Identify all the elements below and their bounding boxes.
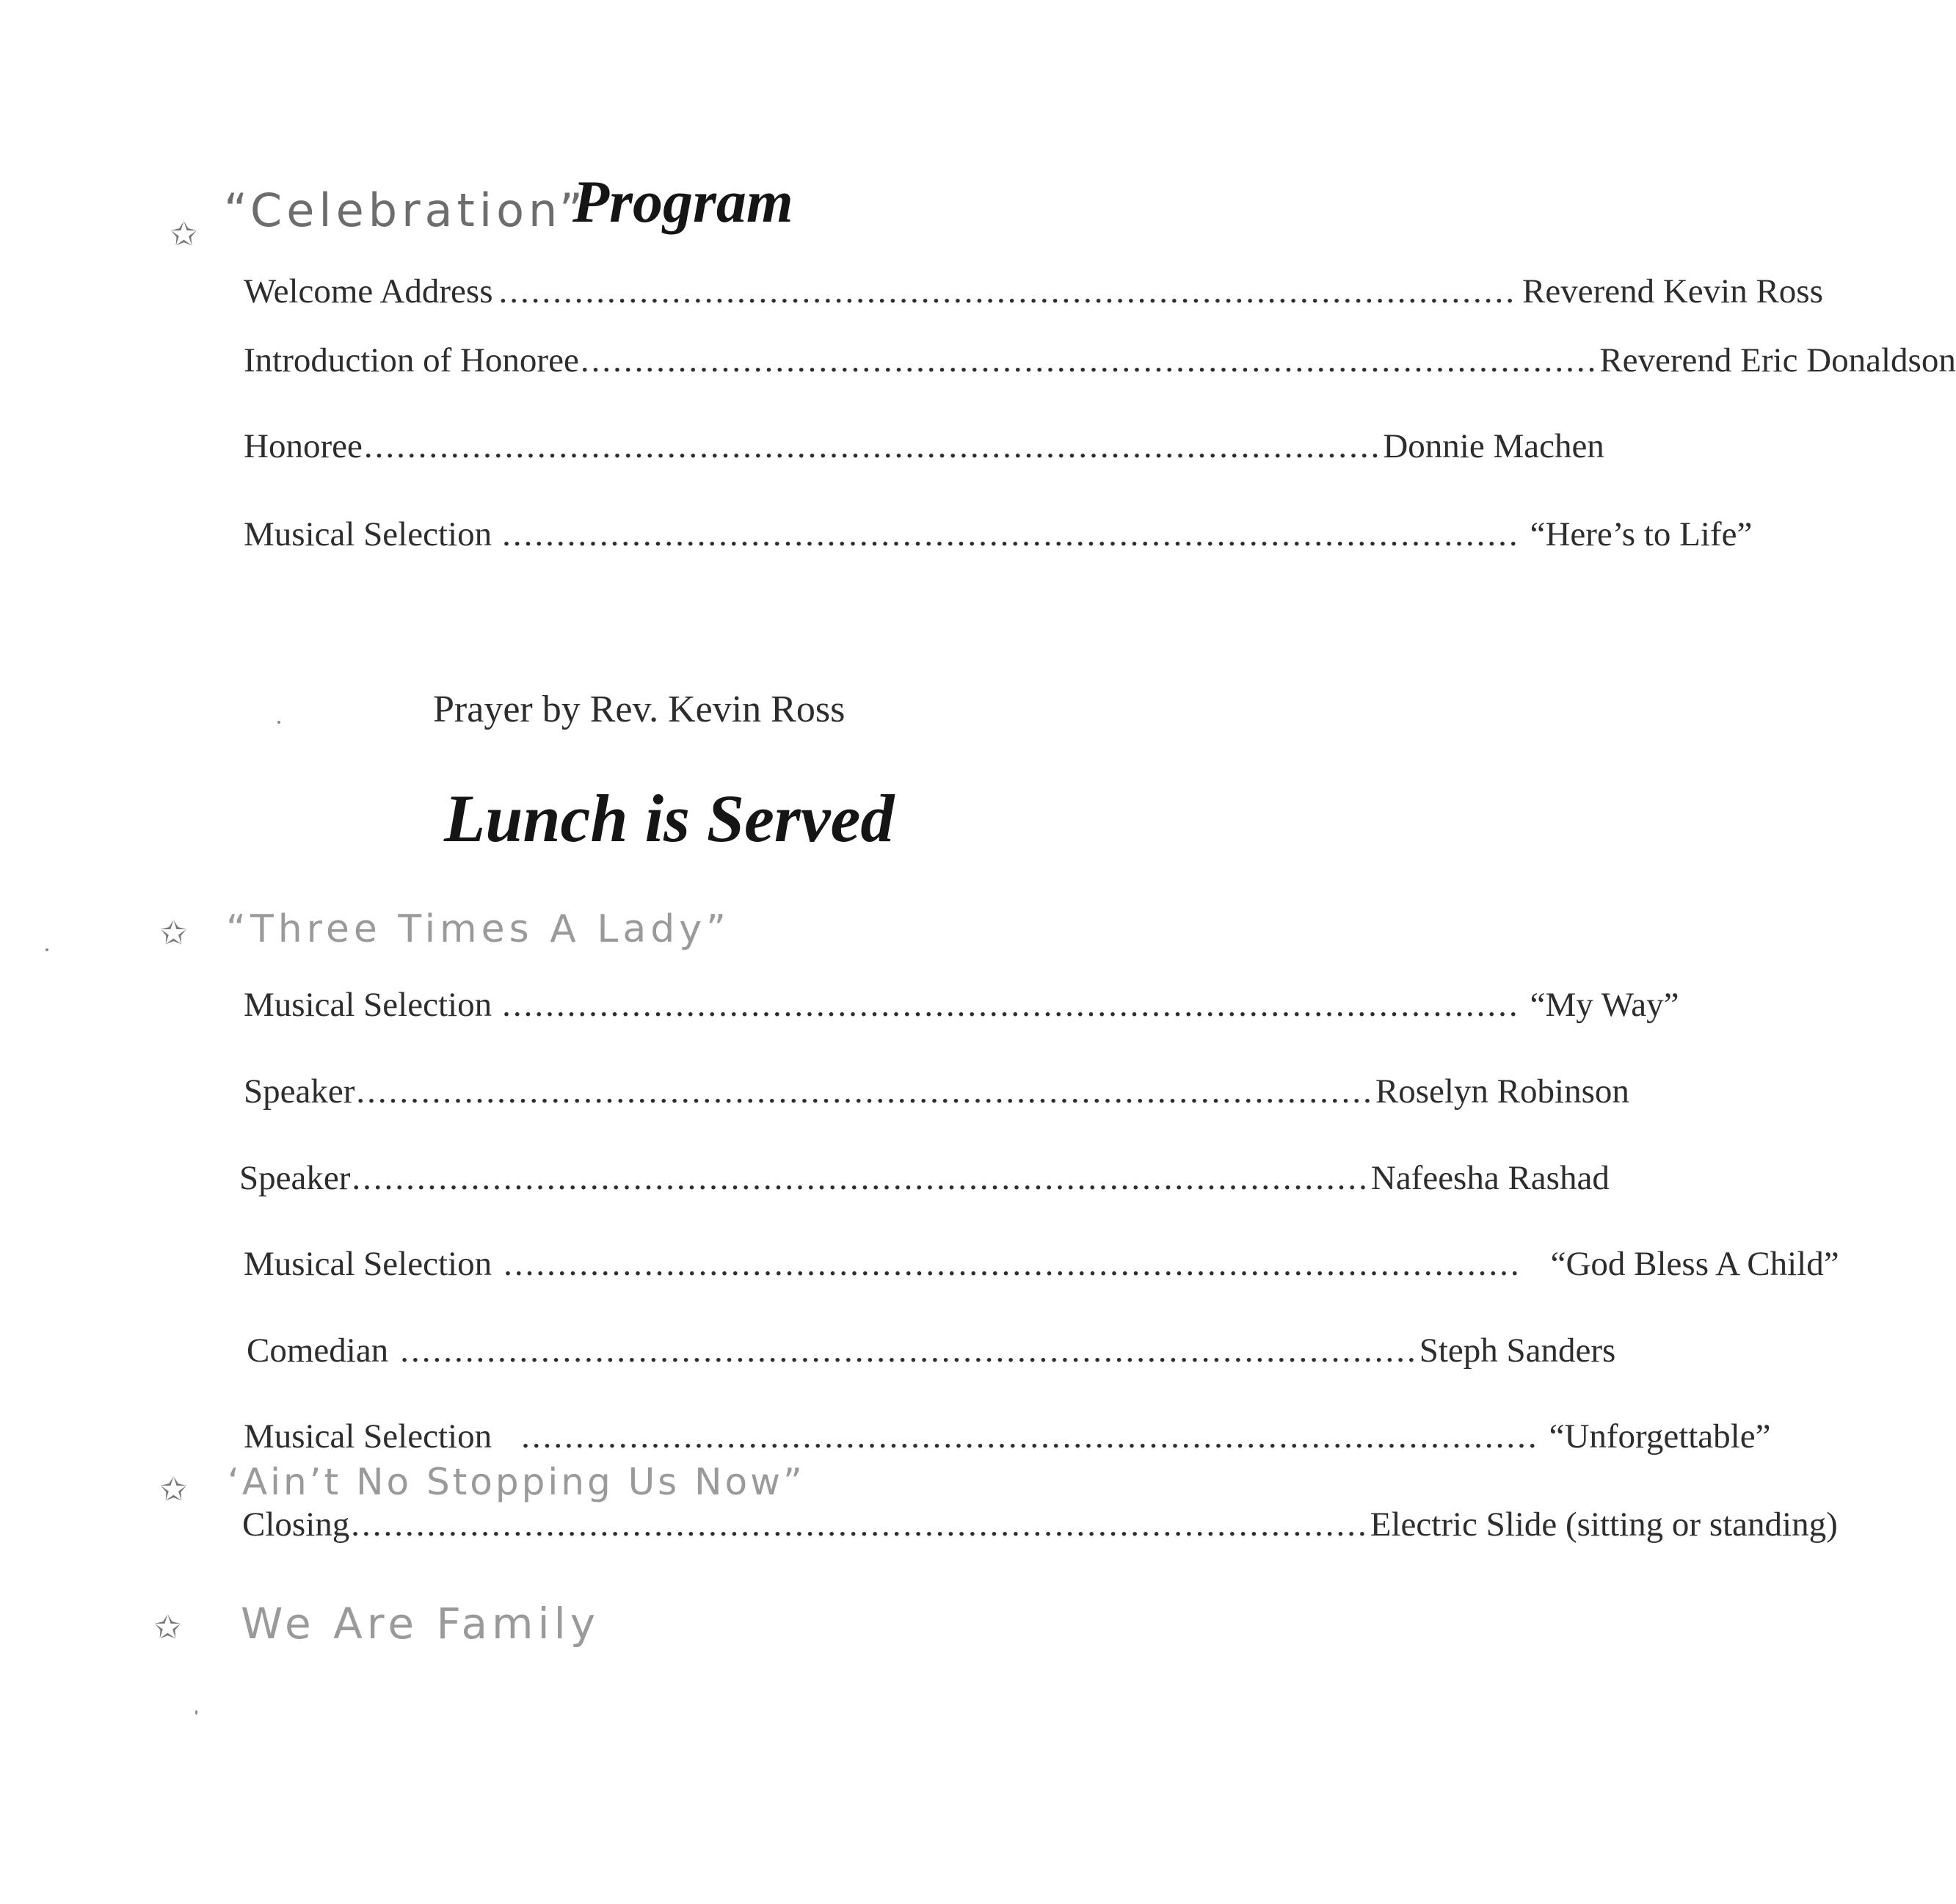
row-value: Donnie Machen <box>1383 427 1604 465</box>
scan-speck <box>277 721 280 724</box>
dot-leader: .............................................................................................. <box>351 1505 1369 1544</box>
star-icon: ✩ <box>160 1471 187 1508</box>
row-label: Musical Selection <box>244 986 492 1024</box>
program-row-musical-selection <box>244 515 1753 554</box>
program-row-introduction <box>244 341 1956 380</box>
dot-leader: .............................................................................................. <box>521 1417 1539 1456</box>
scan-speck <box>46 948 48 951</box>
row-value: Reverend Kevin Ross <box>1522 272 1823 310</box>
row-value: Steph Sanders <box>1419 1331 1616 1370</box>
lunch-row-comedian <box>247 1331 1616 1370</box>
lunch-row-speaker-robinson <box>244 1072 1629 1111</box>
star-icon: ✩ <box>154 1609 181 1646</box>
program-row-welcome <box>244 272 1823 311</box>
row-value: “Unforgettable” <box>1549 1417 1771 1456</box>
prayer-line: Prayer by Rev. Kevin Ross <box>433 688 846 730</box>
row-label: Introduction of Honoree <box>244 341 579 379</box>
row-value: “Here’s to Life” <box>1530 515 1753 553</box>
row-value: Reverend Eric Donaldson <box>1599 341 1956 379</box>
lunch-row-god-bless-a-child <box>244 1245 1839 1284</box>
row-label: Comedian <box>247 1331 389 1370</box>
row-label: Closing <box>242 1505 350 1544</box>
star-icon: ✩ <box>170 216 197 253</box>
lunch-row-speaker-rashad <box>239 1159 1610 1198</box>
program-row-honoree <box>244 427 1604 466</box>
row-label: Speaker <box>244 1072 355 1111</box>
row-value: “God Bless A Child” <box>1550 1245 1839 1283</box>
dot-leader: .............................................................................................. <box>356 1072 1374 1111</box>
handwritten-three-times-a-lady-note: “Three Times A Lady” <box>226 907 730 951</box>
row-label: Musical Selection <box>244 515 492 553</box>
dot-leader: .............................................................................................. <box>352 1159 1370 1197</box>
lunch-row-closing <box>242 1505 1838 1544</box>
row-value: Electric Slide (sitting or standing) <box>1370 1505 1838 1544</box>
scan-speck <box>195 1710 197 1715</box>
dot-leader: .............................................................................................. <box>502 986 1520 1024</box>
row-label: Musical Selection <box>244 1245 492 1283</box>
lunch-row-unforgettable <box>244 1417 1771 1456</box>
row-label: Honoree <box>244 427 363 465</box>
row-value: “My Way” <box>1530 986 1679 1024</box>
dot-leader: .............................................................................................. <box>502 515 1520 553</box>
handwritten-celebration-note: “Celebration” <box>224 184 588 237</box>
row-label: Speaker <box>239 1159 351 1197</box>
star-icon: ✩ <box>160 915 187 952</box>
lunch-title: Lunch is Served <box>444 781 895 856</box>
row-label: Musical Selection <box>244 1417 492 1456</box>
handwritten-aint-no-stopping-us-now-note: ‘Ain’t No Stopping Us Now” <box>228 1461 805 1503</box>
row-value: Roselyn Robinson <box>1375 1072 1629 1111</box>
row-value: Nafeesha Rashad <box>1370 1159 1610 1197</box>
dot-leader: .............................................................................................. <box>503 1245 1521 1283</box>
handwritten-we-are-family-note: We Are Family <box>241 1599 600 1649</box>
dot-leader: .............................................................................................. <box>400 1331 1418 1370</box>
program-title: Program <box>572 168 793 235</box>
row-label: Welcome Address <box>244 272 493 310</box>
dot-leader: .............................................................................................. <box>580 341 1599 379</box>
dot-leader: .............................................................................................. <box>498 272 1516 310</box>
dot-leader: .............................................................................................. <box>363 427 1382 465</box>
lunch-row-my-way <box>244 986 1679 1025</box>
